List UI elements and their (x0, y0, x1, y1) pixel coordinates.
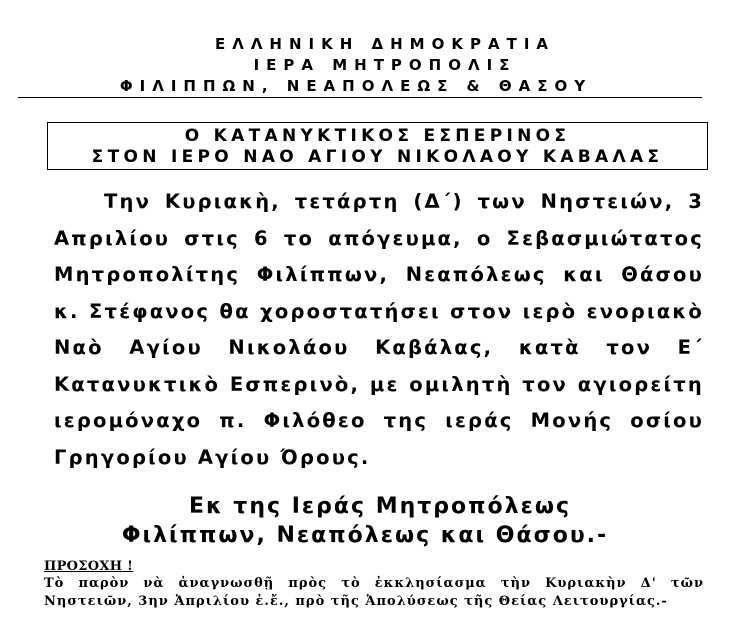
signature-line-1: Εκ της Ιεράς Μητροπόλεως (188, 494, 572, 519)
title-line-2: ΣΤΟΝ ΙΕΡΟ ΝΑΟ ΑΓΙΟΥ ΝΙΚΟΛΑΟΥ ΚΑΒΑΛΑΣ (91, 147, 664, 167)
title-box (47, 122, 708, 170)
document-header (0, 34, 730, 97)
header-metropolis-name: ΦΙΛΙΠΠΩΝ, ΝΕΑΠΟΛΕΩΣ & ΘΑΣΟΥ (119, 77, 593, 95)
note-text: Τὸ παρὸν νὰ ἀναγνωσθῇ πρὸς τὸ ἐκκλησίασμα τὴν Κυριακὴν Δ' τῶν Νηστειῶν, 3ην Ἀπριλίου ἐ.ἔ., πρὸ τῆς Ἀπολύσεως τῆς Θείας Λειτουργίας.- (44, 576, 704, 609)
announcement-body: Την Κυριακὴ, τετάρτη (Δ΄) των Νηστειών, 3 Απριλίου στις 6 το απόγευμα, ο Σεβασμιώτατος Μητροπολίτης Φιλίππων, Νεαπόλεως και Θάσου κ. Στέφανος θα χοροστατήσει στον ιερὸ ενοριακὸ Ναὸ Αγίου Νικολάου Καβάλας, κατὰ τον Ε΄ Κατανυκτικὸ Εσπερινὸ, με ομιλητὴ τον αγιορείτη ιερομόναχο π. Φιλόθεο της ιεράς Μονής οσίου Γρηγορίου Αγίου Όρους. (54, 190, 704, 469)
header-metropolis: ΙΕΡΑ ΜΗΤΡΟΠΟΛΙΣ (253, 56, 517, 74)
title-line-1: Ο ΚΑΤΑΝΥΚΤΙΚΟΣ ΕΣΠΕΡΙΝΟΣ (184, 126, 571, 146)
signature-block (0, 492, 730, 550)
signature-line-2: Φιλίππων, Νεαπόλεως και Θάσου.- (121, 523, 609, 548)
note-title: ΠΡΟΣΟΧΗ ! (44, 559, 134, 574)
header-divider (18, 97, 702, 98)
header-country: ΕΛΛΗΝΙΚΗ ΔΗΜΟΚΡΑΤΙΑ (214, 35, 556, 53)
attention-note (44, 558, 704, 611)
